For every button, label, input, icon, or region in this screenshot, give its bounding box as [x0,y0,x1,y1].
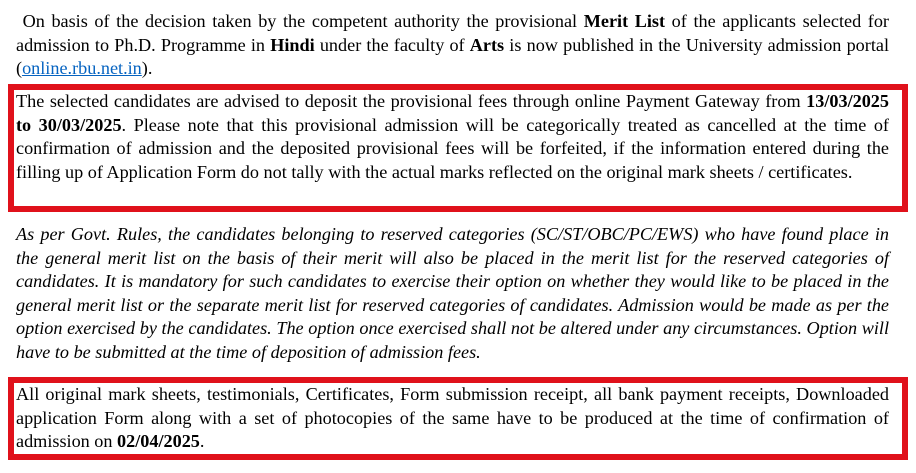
documents-text: . [199,431,205,451]
fee-deposit-paragraph [16,90,889,184]
confirmation-date: 02/04/2025 [117,431,200,451]
notice-text: is now published in the University admission portal ( [16,34,889,78]
fee-text: The selected candidates are advised to deposit the provisional fees through online Payment Gateway from [16,91,807,111]
publication-notice-paragraph [16,10,889,81]
documents-paragraph [16,383,889,454]
reserved-category-paragraph: As per Govt. Rules, the candidates belonging to reserved categories (SC/ST/OBC/PC/EWS) who have found place in the general merit list on the basis of their merit will also be placed in the merit list for the reserved categories of candidates. It is mandatory for such candidates to exercise their option on whether they would like to be placed in the general merit list or the separate merit list for reserved categories of candidates. Admission would be made as per the option exercised by the candidates. The option once exercised shall not be altered under any circumstances. Option will have to be submitted at the time of deposition of admission fees. [16,224,889,362]
notice-text: On basis of the decision taken by the competent authority the provisional [22,11,584,31]
notice-text: of the applicants selected for admission to Ph.D. Programme in [16,11,889,55]
documents-text: All original mark sheets, testimonials, Certificates, Form submission receipt, all bank payment receipts, Downloaded application Form along with a set of photocopies of the same have to be produced at the time of confirmation of admission on [16,384,889,451]
fee-text: . Please note that this provisional admission will be categorically treated as cancelled at the time of confirmation of admission and the deposited provisional fees will be forfeited, if the information entered during the filling up of Application Form do not tally with the actual marks reflected on the original mark sheets / certificates. [16,114,889,182]
notice-text: ). [141,58,153,78]
merit-list-label: Merit List [583,11,666,31]
faculty-name: Arts [469,34,505,55]
payment-date-range: 13/03/2025 to 30/03/2025 [16,91,889,135]
subject-name: Hindi [270,34,315,55]
notice-text: under the faculty of [314,34,470,55]
admission-portal-link[interactable]: online.rbu.net.in [22,58,142,78]
